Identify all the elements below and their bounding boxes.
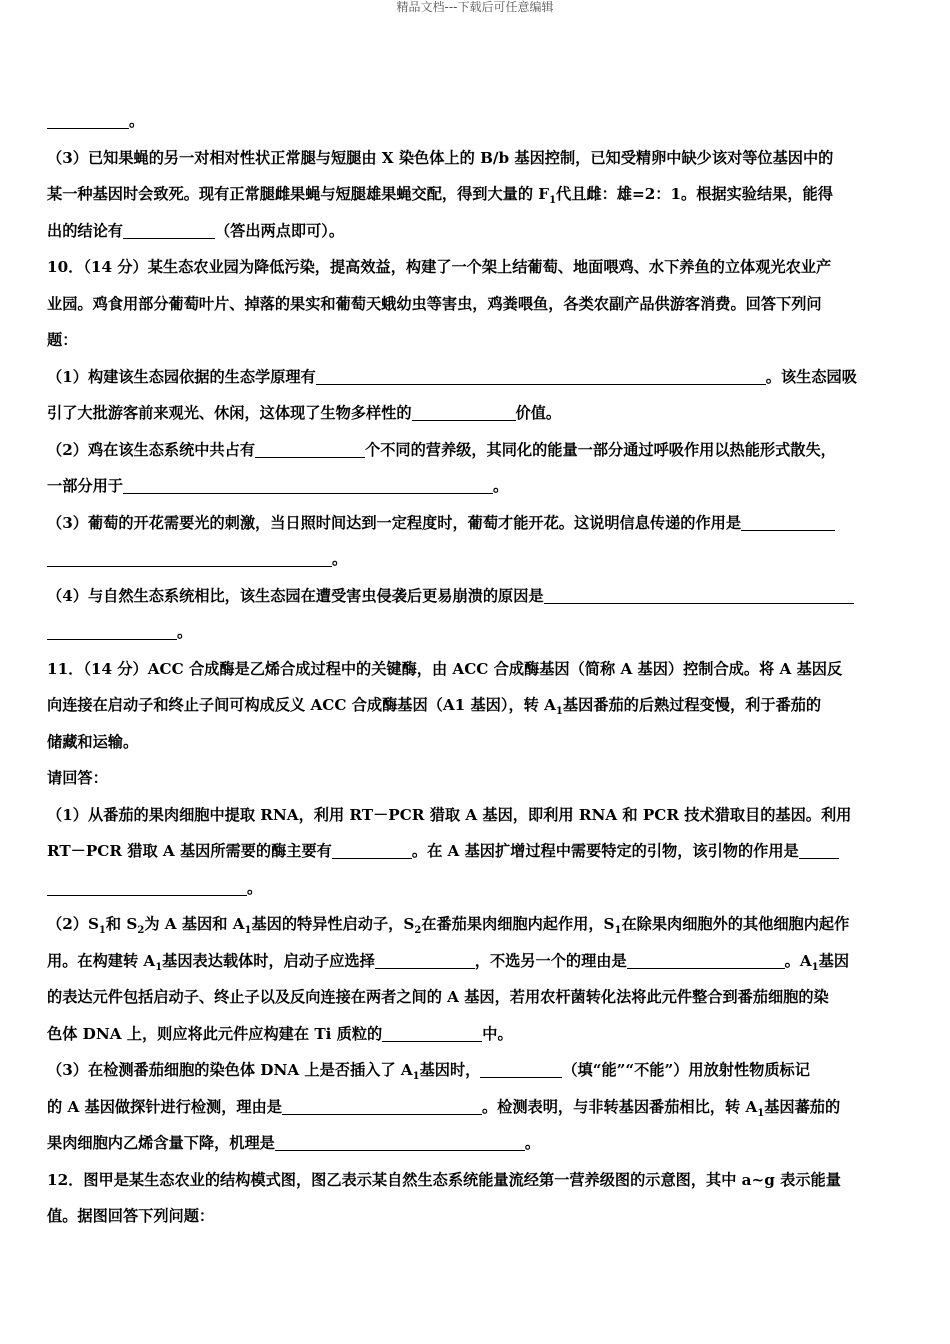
- text-line: [47, 468, 909, 505]
- answer-blank[interactable]: [47, 111, 129, 129]
- text-segment: 和 S: [105, 915, 138, 933]
- text-segment: 的 A 基因做探针进行检测，理由是: [47, 1097, 282, 1116]
- subscript: 1: [555, 706, 563, 718]
- answer-blank[interactable]: [332, 841, 412, 859]
- text-segment: 。: [492, 477, 509, 495]
- text-segment: 11．（14 分）ACC 合成酶是乙烯合成过程中的关键酶，由 ACC 合成酶基因（简称 A 基因）控制合成。将 A 基因反: [47, 659, 843, 678]
- answer-blank[interactable]: [799, 841, 839, 859]
- text-line: [47, 943, 909, 980]
- text-line: [47, 979, 909, 1016]
- answer-blank[interactable]: [375, 951, 475, 969]
- text-segment: 10．（14 分）某生态农业园为降低污染，提高效益，构建了一个架上结葡萄、地面喂鸡、水下养鱼的立体观光农业产: [47, 258, 832, 276]
- answer-blank[interactable]: [741, 513, 835, 531]
- answer-blank[interactable]: [255, 440, 365, 458]
- text-line: [47, 1125, 909, 1162]
- text-line: [47, 505, 909, 542]
- answer-blank[interactable]: [627, 951, 785, 969]
- text-segment: 基因表达载体时，启动子应选择: [162, 951, 375, 970]
- text-segment: 引了大批游客前来观光、休闲，这体现了生物多样性的: [47, 404, 412, 422]
- text-line: [47, 103, 909, 140]
- text-segment: 个不同的营养级，其同化的能量一部分通过呼吸作用以热能形式散失，: [365, 440, 836, 459]
- text-segment: （3）葡萄的开花需要光的刺激，当日照时间达到一定程度时，葡萄才能开花。这说明信息传递的作用是: [47, 513, 742, 532]
- text-segment: 。在 A 基因扩增过程中需要特定的引物，该引物的作用是: [411, 842, 799, 860]
- text-line: [47, 724, 909, 761]
- document-body: [47, 103, 909, 1235]
- answer-blank[interactable]: [480, 1060, 562, 1078]
- answer-blank[interactable]: [412, 403, 516, 421]
- subscript: 1: [757, 1107, 765, 1119]
- text-line: [47, 432, 909, 469]
- text-line: [47, 395, 909, 432]
- text-segment: （答出两点即可）。: [214, 221, 345, 240]
- text-segment: 题：: [47, 331, 78, 349]
- text-segment: 价值。: [515, 404, 562, 422]
- text-line: [47, 651, 909, 688]
- text-segment: （2）S: [47, 915, 99, 933]
- text-line: [47, 322, 909, 359]
- text-segment: 基因番茄的后熟过程变慢，利于番茄的: [562, 696, 822, 714]
- text-line: [47, 1052, 909, 1089]
- text-segment: 请回答：: [47, 769, 108, 787]
- text-line: [47, 359, 909, 396]
- text-line: [47, 1089, 909, 1126]
- subscript: 1: [155, 961, 163, 973]
- text-line: [47, 906, 909, 943]
- subscript: 1: [244, 925, 252, 937]
- text-segment: 。: [129, 112, 145, 130]
- text-line: [47, 687, 909, 724]
- text-line: [47, 760, 909, 797]
- text-segment: 。: [332, 550, 348, 568]
- answer-blank[interactable]: [123, 476, 493, 494]
- text-segment: 某一种基因时会致死。现有正常腿雌果蝇与短腿雄果蝇交配，得到大量的 F: [47, 185, 550, 203]
- text-segment: 色体 DNA 上，则应将此元件应构建在 Ti 质粒的: [47, 1024, 383, 1043]
- text-segment: 基因: [818, 951, 849, 970]
- answer-blank[interactable]: [123, 221, 215, 239]
- text-line: [47, 833, 909, 870]
- text-segment: 基因蕃茄的: [764, 1097, 841, 1116]
- text-segment: 一部分用于: [47, 477, 123, 495]
- text-segment: 在除果肉细胞外的其他细胞内起作: [621, 915, 850, 933]
- text-line: [47, 614, 909, 651]
- subscript: 1: [811, 961, 819, 973]
- text-segment: 代且雌：雄=2：1。根据实验结果，能得: [556, 185, 833, 203]
- answer-blank[interactable]: [47, 549, 332, 567]
- text-segment: 为 A 基因和 A: [144, 915, 245, 933]
- text-line: [47, 870, 909, 907]
- answer-blank[interactable]: [316, 367, 766, 385]
- text-segment: 。: [524, 1134, 540, 1152]
- text-segment: （4）与自然生态系统相比，该生态园在遭受害虫侵袭后更易崩溃的原因是: [47, 586, 544, 605]
- text-segment: 。检测表明，与非转基因番茄相比，转 A: [481, 1097, 758, 1116]
- text-segment: RT－PCR 猎取 A 基因所需要的酶主要有: [47, 842, 332, 860]
- text-segment: 基因时，: [419, 1061, 481, 1079]
- text-segment: 在番茄果肉细胞内起作用，S: [421, 915, 615, 933]
- answer-blank[interactable]: [382, 1024, 482, 1042]
- text-segment: 储藏和运输。: [47, 732, 139, 751]
- text-line: [47, 213, 909, 250]
- text-segment: 12．图甲是某生态农业的结构模式图，图乙表示某自然生态系统能量流经第一营养级图的示意图，其中 a~g 表示能量: [47, 1170, 841, 1189]
- answer-blank[interactable]: [275, 1133, 525, 1151]
- text-segment: 向连接在启动子和终止子间可构成反义 ACC 合成酶基因（A1 基因），转 A: [47, 696, 556, 714]
- answer-blank[interactable]: [282, 1097, 482, 1115]
- subscript: 1: [614, 925, 622, 937]
- subscript: 2: [414, 925, 422, 937]
- subscript: 1: [549, 195, 557, 207]
- text-segment: 果肉细胞内乙烯含量下降，机理是: [47, 1134, 275, 1152]
- text-segment: 的表达元件包括启动子、终止子以及反向连接在两者之间的 A 基因，若用农杆菌转化法将此元件整合到番茄细胞的染: [47, 988, 829, 1006]
- text-segment: 。: [177, 623, 193, 641]
- answer-blank[interactable]: [47, 622, 177, 640]
- text-line: [47, 578, 909, 615]
- text-segment: （1）从番茄的果肉细胞中提取 RNA，利用 RT－PCR 猎取 A 基因，即利用 RNA 和 PCR 技术猎取目的基因。利用: [47, 805, 852, 824]
- text-line: [47, 140, 909, 177]
- text-segment: 值。据图回答下列问题：: [47, 1207, 215, 1225]
- text-segment: （3）在检测番茄细胞的染色体 DNA 上是否插入了 A: [47, 1061, 413, 1079]
- text-segment: 。: [247, 878, 263, 897]
- subscript: 2: [137, 925, 145, 937]
- subscript: 1: [412, 1071, 420, 1083]
- page-header: 精品文档---下载后可任意编辑: [396, 0, 554, 14]
- text-segment: ，不选另一个的理由是: [474, 951, 627, 970]
- text-line: [47, 1198, 909, 1235]
- text-segment: 。A: [784, 951, 812, 970]
- text-line: [47, 541, 909, 578]
- text-segment: 用。在构建转 A: [47, 951, 156, 970]
- text-segment: （2）鸡在该生态系统中共占有: [47, 440, 256, 459]
- text-line: [47, 1162, 909, 1199]
- text-segment: 出的结论有: [47, 221, 123, 240]
- subscript: 1: [98, 925, 106, 937]
- text-line: [47, 249, 909, 286]
- answer-blank[interactable]: [544, 586, 854, 604]
- text-segment: （1）构建该生态园依据的生态学原理有: [47, 367, 316, 386]
- text-segment: （填“能”“不能”）用放射性物质标记: [562, 1061, 810, 1079]
- text-segment: 业园。鸡食用部分葡萄叶片、掉落的果实和葡萄天蛾幼虫等害虫，鸡粪喂鱼，各类农副产品供游客消费。回答下列问: [47, 294, 822, 313]
- answer-blank[interactable]: [47, 878, 247, 896]
- text-segment: 中。: [482, 1024, 513, 1043]
- text-line: [47, 1016, 909, 1053]
- text-segment: 。该生态园吸: [765, 367, 857, 386]
- text-line: [47, 797, 909, 834]
- text-segment: 基因的特异性启动子，S: [251, 915, 415, 933]
- text-segment: （3）已知果蝇的另一对相对性状正常腿与短腿由 X 染色体上的 B/b 基因控制，已知受精卵中缺少该对等位基因中的: [47, 148, 834, 167]
- text-line: [47, 286, 909, 323]
- text-line: [47, 176, 909, 213]
